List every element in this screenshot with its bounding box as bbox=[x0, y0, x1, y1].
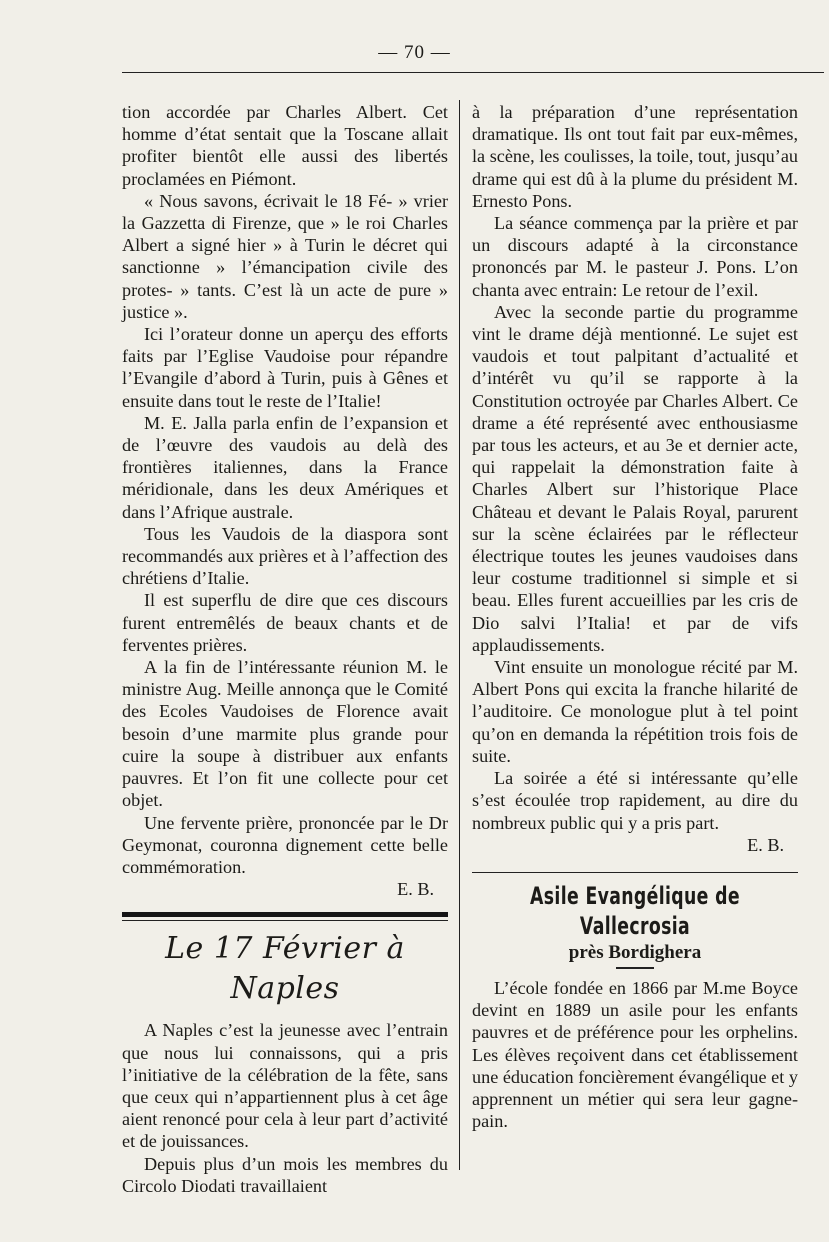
paragraph: La séance commença par la prière et par un discours adapté à la circonstance prononcés par M. le pasteur J. Pons. L’on chanta avec entrain: Le retour de l’exil. bbox=[472, 213, 798, 300]
paragraph: A Naples c’est la jeunesse avec l’entrain que nous lui connaissons, qui a pris l’initiative de la célébration de la fête, sans que ceux qui n’appartiennent plus à cet âge aient renoncé pour cela à leur part d’activité et de jouissances. bbox=[122, 1020, 448, 1152]
paragraph: A la fin de l’intéressante réunion M. le ministre Aug. Meille annonça que le Comité des Ecoles Vaudoises de Florence avait besoin d’une marmite plus grande pour cuire la soupe à distribuer aux enfants pauvres. Et l’on fit une collecte pour cet objet. bbox=[122, 657, 448, 811]
paragraph: Depuis plus d’un mois les membres du Circolo Diodati travaillaient bbox=[122, 1153, 448, 1196]
paragraph: Il est superflu de dire que ces discours furent entremêlés de beaux chants et de ferventes prières. bbox=[122, 590, 448, 655]
left-column bbox=[122, 101, 448, 1197]
section-heading: Le 17 Février à Naples bbox=[165, 931, 405, 1007]
ornament-rule bbox=[616, 967, 654, 969]
right-column bbox=[472, 101, 798, 1132]
section-divider-thick bbox=[122, 912, 448, 917]
paragraph: tion accordée par Charles Albert. Cet homme d’état sentait que la Toscane allait profiter bientôt elle aussi des libertés proclamées en Piémont. bbox=[122, 102, 448, 189]
paragraph: L’école fondée en 1866 par M.me Boyce devint en 1889 un asile pour les enfants pauvres et de préférence pour les orphelins. Les élèves reçoivent dans cet établissement une éducation foncièrement évangélique et y apprennent un métier qui sera leur gagne-pain. bbox=[472, 977, 798, 1132]
header-rule bbox=[122, 72, 824, 73]
paragraph: Tous les Vaudois de la diaspora sont recommandés aux prières et à l’affection des chrétiens d’Italie. bbox=[122, 523, 448, 589]
paragraph: Vint ensuite un monologue récité par M. Albert Pons qui excita la franche hilarité de l’auditoire. Ce monologue plut à tel point qu’on en demanda la répétition trois fois de suite. bbox=[472, 657, 798, 766]
section-subheading: près Bordighera bbox=[568, 941, 702, 963]
paragraph: à la préparation d’une représentation dramatique. Ils ont tout fait par eux-mêmes, la scène, les coulisses, la toile, tout, jusqu’au drame qui est dû à la plume du président M. Ernesto Pons. bbox=[472, 102, 798, 211]
paragraph: Ici l’orateur donne un aperçu des efforts faits par l’Eglise Vaudoise pour répandre l’Evangile d’abord à Turin, puis à Gênes et ensuite dans tout le reste de l’Italie! bbox=[122, 324, 448, 411]
paragraph: Avec la seconde partie du programme vint le drame déjà mentionné. Le sujet est vaudois et tout palpitant d’actualité et d’intérêt vu qu’il se rapporte à la Constitution octroyée par Charles Albert. Ce drame a été représenté avec enthousiasme par tous les acteurs, et au 3e et dernier acte, qui rappelait la démonstration faite à Charles Albert sur l’historique Place Château et devant le Palais Royal, parurent sur la scène éclairées par le réflecteur électrique toutes les jeunes vaudoises dans leur costume traditionnel si simple et si beau. Elles furent accueillies par les cris de Dio salvi l’Italia! et par de vifs applaudissements. bbox=[472, 301, 798, 655]
paragraph: M. E. Jalla parla enfin de l’expansion et de l’œuvre des vaudois au delà des frontières italiennes, dans la France méridionale, dans les deux Amériques et dans l’Afrique australe. bbox=[122, 412, 448, 522]
paragraph: Une fervente prière, prononcée par le Dr Geymonat, couronna dignement cette belle commémoration. bbox=[122, 812, 448, 877]
column-divider bbox=[459, 100, 460, 1170]
paragraph-quote: « Nous savons, écrivait le 18 Fé- » vrier la Gazzetta di Firenze, que » le roi Charles Albert a signé hier » à Turin le décret qui sanctionne » l’émancipation civile des protes- » tants. C’est là un acte de pure » justice ». bbox=[122, 190, 448, 322]
page-number: — 70 — bbox=[378, 42, 451, 63]
signature: E. B. bbox=[747, 834, 784, 855]
section-divider-thin bbox=[472, 872, 798, 873]
signature: E. B. bbox=[397, 879, 434, 900]
paragraph: La soirée a été si intéressante qu’elle s’est écoulée trop rapidement, au dire du nombreux public qui y a pris part. bbox=[472, 768, 798, 833]
section-divider-thin bbox=[122, 920, 448, 921]
section-heading: Asile Evangélique de Vallecrosia bbox=[530, 881, 740, 940]
